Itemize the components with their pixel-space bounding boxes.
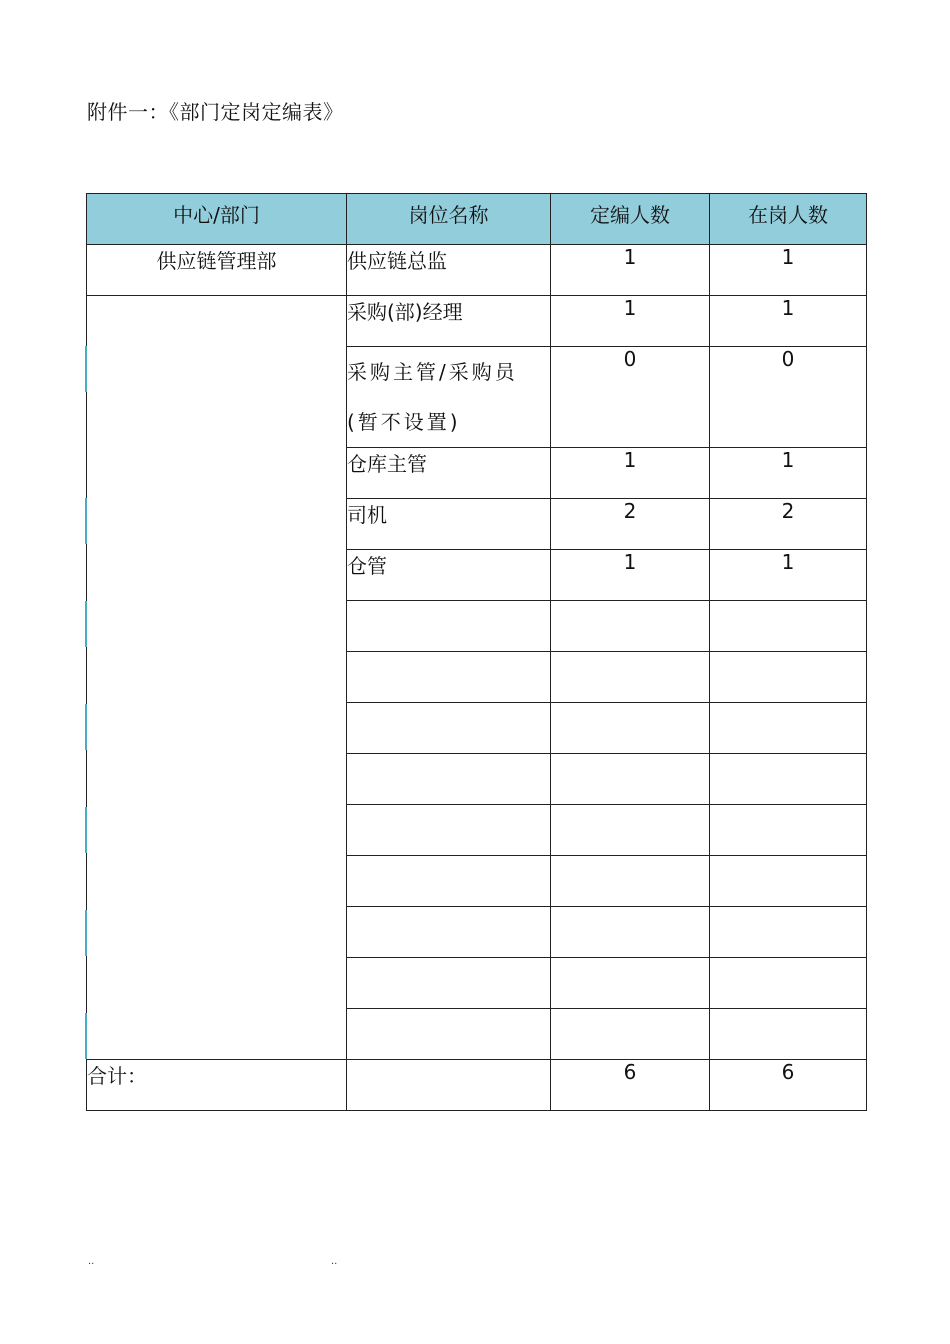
- onjob-cell: 1: [710, 245, 867, 296]
- position-cell: 采购主管/采购员(暂不设置): [347, 347, 551, 448]
- quota-cell: [551, 856, 710, 907]
- position-cell: [347, 754, 551, 805]
- quota-cell: [551, 958, 710, 1009]
- quota-cell: [551, 1009, 710, 1060]
- footer-mark-right: ..: [331, 1256, 338, 1267]
- position-cell: [347, 703, 551, 754]
- total-quota: 6: [551, 1060, 710, 1111]
- position-cell: [347, 805, 551, 856]
- onjob-cell: 0: [710, 347, 867, 448]
- position-cell: [347, 958, 551, 1009]
- quota-cell: [551, 907, 710, 958]
- edge-marker: [85, 601, 87, 647]
- position-cell: 采购(部)经理: [347, 296, 551, 347]
- quota-cell: 1: [551, 245, 710, 296]
- onjob-cell: 1: [710, 550, 867, 601]
- position-cell: 司机: [347, 499, 551, 550]
- edge-marker: [85, 1013, 87, 1059]
- header-on-job: 在岗人数: [710, 194, 867, 245]
- position-cell: [347, 652, 551, 703]
- onjob-cell: [710, 958, 867, 1009]
- quota-cell: [551, 703, 710, 754]
- onjob-cell: [710, 1009, 867, 1060]
- quota-cell: [551, 652, 710, 703]
- edge-marker: [85, 346, 87, 392]
- quota-cell: [551, 754, 710, 805]
- position-cell: 仓库主管: [347, 448, 551, 499]
- onjob-cell: 2: [710, 499, 867, 550]
- quota-cell: 1: [551, 448, 710, 499]
- onjob-cell: [710, 652, 867, 703]
- onjob-cell: 1: [710, 296, 867, 347]
- onjob-cell: [710, 805, 867, 856]
- table-header-row: [87, 194, 867, 245]
- position-cell: [347, 907, 551, 958]
- edge-marker: [85, 498, 87, 544]
- edge-marker: [85, 807, 87, 853]
- onjob-cell: [710, 907, 867, 958]
- onjob-cell: [710, 856, 867, 907]
- total-row: [87, 1060, 867, 1111]
- header-department: 中心/部门: [87, 194, 347, 245]
- edge-marker: [85, 910, 87, 956]
- position-cell: 仓管: [347, 550, 551, 601]
- position-cell: 供应链总监: [347, 245, 551, 296]
- header-quota: 定编人数: [551, 194, 710, 245]
- total-position-cell: [347, 1060, 551, 1111]
- position-cell: [347, 1009, 551, 1060]
- staffing-table: [86, 193, 867, 1111]
- total-onjob: 6: [710, 1060, 867, 1111]
- onjob-cell: 1: [710, 448, 867, 499]
- quota-cell: [551, 601, 710, 652]
- onjob-cell: [710, 601, 867, 652]
- onjob-cell: [710, 754, 867, 805]
- quota-cell: 1: [551, 296, 710, 347]
- quota-cell: 0: [551, 347, 710, 448]
- quota-cell: [551, 805, 710, 856]
- edge-marker: [85, 704, 87, 750]
- header-position: 岗位名称: [347, 194, 551, 245]
- position-cell: [347, 601, 551, 652]
- dept-cell: 供应链管理部: [87, 245, 347, 296]
- quota-cell: 1: [551, 550, 710, 601]
- total-label: 合计：: [87, 1060, 347, 1111]
- table-row: [87, 296, 867, 347]
- quota-cell: 2: [551, 499, 710, 550]
- table-row: [87, 245, 867, 296]
- document-title: 附件一：《部门定岗定编表》: [87, 100, 344, 124]
- position-cell: [347, 856, 551, 907]
- footer-mark-left: ..: [88, 1256, 95, 1267]
- dept-merged-cell: [87, 296, 347, 1060]
- onjob-cell: [710, 703, 867, 754]
